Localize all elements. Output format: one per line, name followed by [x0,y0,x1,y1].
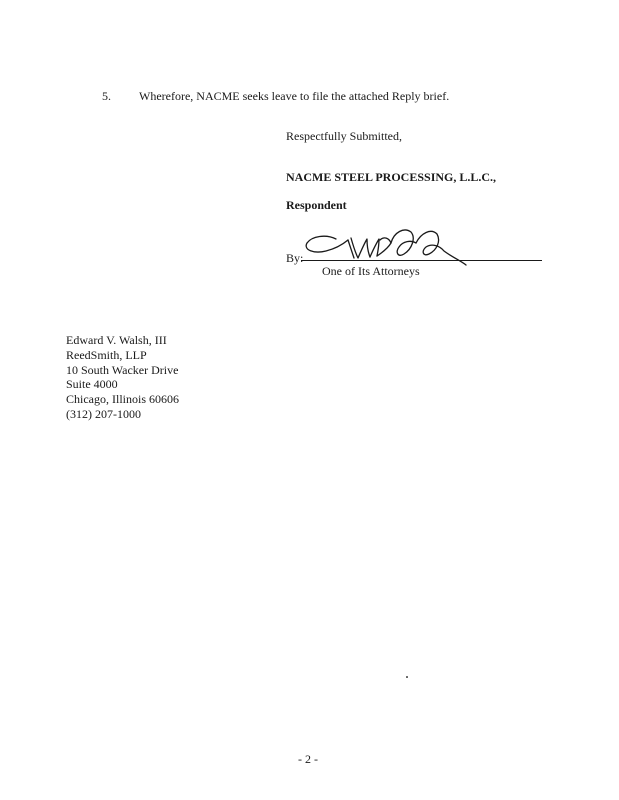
closing-line: Respectfully Submitted, [286,129,402,143]
scan-speck [406,676,408,678]
address-line-phone: (312) 207-1000 [66,406,141,421]
company-name: NACME STEEL PROCESSING, L.L.C., [286,170,497,184]
address-line-firm: ReedSmith, LLP [66,347,147,362]
attorney-address-block [66,333,179,422]
attorney-caption: One of Its Attorneys [322,264,420,278]
address-line-name: Edward V. Walsh, III [66,333,167,347]
page-number: - 2 - [298,752,318,766]
paragraph-number: 5. [102,89,111,103]
paragraph-text: Wherefore, NACME seeks leave to file the attached Reply brief. [139,89,450,103]
handwritten-signature [298,218,473,268]
by-label: By: [286,251,304,265]
address-line-street: 10 South Wacker Drive [66,362,179,377]
address-line-suite: Suite 4000 [66,377,118,392]
party-role: Respondent [286,198,347,212]
address-line-city: Chicago, Illinois 60606 [66,392,179,407]
